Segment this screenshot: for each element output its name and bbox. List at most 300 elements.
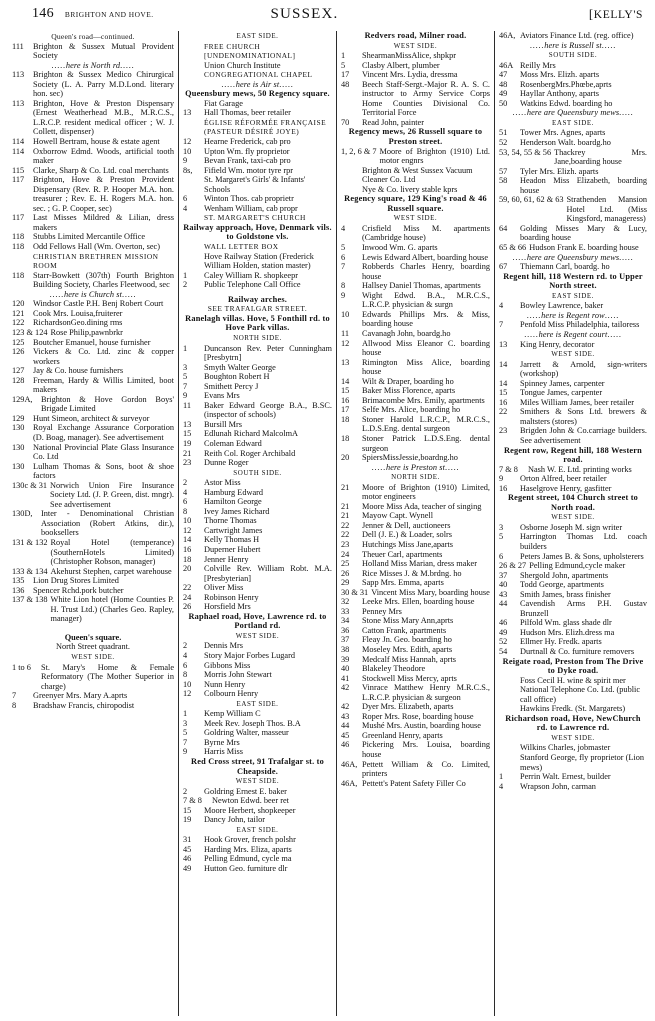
entry-text: Strathenden Mansion Hotel Ltd. (Miss Kingsford, manageress) bbox=[566, 195, 647, 224]
directory-entry bbox=[341, 253, 490, 263]
entry-text: Reith Col. Roger Archibald bbox=[204, 448, 296, 458]
entry-text: Spencer Rchd.pork butcher bbox=[33, 585, 124, 595]
directory-entry bbox=[183, 593, 332, 603]
richardson-entries bbox=[499, 743, 647, 791]
directory-entry bbox=[499, 360, 647, 379]
directory-entry bbox=[341, 588, 490, 598]
directory-entry bbox=[499, 782, 647, 792]
entry-text: Lewis Edward Albert, boarding house bbox=[362, 252, 489, 262]
entry-text: Cavanagh John, boardg.ho bbox=[362, 328, 451, 338]
entry-text: Nash W. E. Ltd. printing works bbox=[528, 464, 632, 474]
entry-text: Tower Mrs. Agnes, aparts bbox=[520, 128, 606, 138]
entry-text: Perrin Walt. Ernest, builder bbox=[520, 772, 611, 782]
entry-text: Brighton & Sussex Mutual Provident Society bbox=[33, 41, 174, 61]
entry-number: 9 bbox=[499, 474, 504, 484]
directory-entry bbox=[183, 507, 332, 517]
directory-entry bbox=[12, 567, 174, 577]
entry-text: Medcalf Miss Hannah, aprts bbox=[362, 654, 457, 664]
entry-number: 121 bbox=[12, 308, 25, 318]
entry-number: 21 bbox=[341, 482, 350, 492]
directory-entry bbox=[12, 691, 174, 701]
entry-text: Brighton & Sussex Medico Chirurgical Society (L. A. Parry M.D.Lond. literary hon. sec) bbox=[33, 70, 174, 99]
directory-entry bbox=[183, 526, 332, 536]
entry-text: Evans Mrs bbox=[204, 391, 240, 401]
entry-text: Vincent Mrs. Lydia, dressma bbox=[362, 70, 458, 80]
entry-number: 14 bbox=[183, 535, 192, 545]
entry-text: Ellmer Hy. Fredk. aparts bbox=[520, 637, 602, 647]
entry-number: 136 bbox=[12, 585, 25, 595]
entry-number: 24 bbox=[341, 549, 350, 559]
running-head-right bbox=[589, 6, 643, 22]
directory-entry bbox=[183, 458, 332, 468]
directory-entry bbox=[341, 147, 490, 166]
entry-number: 9 bbox=[183, 391, 188, 401]
directory-entry bbox=[12, 701, 174, 711]
entry-number: 114 bbox=[12, 146, 25, 156]
entry-text: Rimington Miss Alice, boarding house bbox=[362, 357, 490, 377]
entry-text: Colbourn Henry bbox=[204, 689, 259, 699]
directory-entry bbox=[183, 271, 332, 281]
entry-text: Theuer Carl, apartments bbox=[362, 549, 443, 559]
entry-number: 19 bbox=[183, 815, 192, 825]
directory-entry bbox=[499, 148, 647, 167]
directory-entry bbox=[341, 310, 490, 329]
entry-text: Pelling Edmund, cycle ma bbox=[204, 854, 292, 864]
institution-entry: ÉGLISE RÉFORMÉE FRANÇAISE (PASTEUR DÉSIRÉ JOYE) bbox=[204, 117, 327, 137]
regent-street-title: Regent street, 104 Church street to North road. bbox=[507, 493, 639, 512]
directory-entry bbox=[183, 845, 332, 855]
entry-number: 130D, bbox=[12, 509, 33, 519]
directory-entry bbox=[341, 731, 490, 741]
directory-entry bbox=[499, 474, 647, 484]
entry-number: 130 bbox=[12, 461, 25, 471]
directory-entry bbox=[341, 358, 490, 377]
entry-text: Newton Edwd. beer ret bbox=[212, 796, 289, 806]
directory-entry bbox=[341, 118, 490, 128]
entry-number: 130c & 31 bbox=[12, 480, 48, 490]
entry-number: 8 bbox=[183, 670, 188, 680]
entry-text: Hutton Geo. furniture dlr bbox=[204, 864, 288, 874]
entry-text: Pickering Mrs. Louisa, boarding house bbox=[362, 740, 490, 760]
institution-entry: Union Church Institute bbox=[204, 60, 281, 70]
entry-number: 7 bbox=[183, 737, 188, 747]
directory-entry bbox=[183, 449, 332, 459]
entry-text: Dell (J. E.) & Loader, solrs bbox=[362, 530, 452, 540]
entry-text: Cavendish Arms P.H. Gustav Brunzell bbox=[520, 599, 647, 618]
directory-entry: Hawkins Fredk. (St. Margarets) bbox=[520, 704, 626, 714]
entry-text: Wrapson John, carman bbox=[520, 781, 596, 791]
directory-entry bbox=[12, 338, 174, 348]
entry-number: 64 bbox=[499, 223, 508, 233]
redvers-road-title: Redvers road, Milner road. bbox=[364, 31, 467, 40]
directory-entry bbox=[12, 423, 174, 442]
entry-text: Hall Thomas, beer retailer bbox=[204, 108, 291, 118]
entry-number: 2 bbox=[183, 786, 188, 796]
entry-text: Baker Edward George B.A., B.SC. (inspector of schools) bbox=[204, 400, 332, 420]
directory-entry bbox=[183, 488, 332, 498]
directory-entry bbox=[499, 388, 647, 398]
entry-text: Bowley Lawrence, baker bbox=[520, 301, 604, 311]
institution-entry: ST. MARGARET'S CHURCH bbox=[204, 213, 306, 223]
directory-entry bbox=[183, 719, 332, 729]
directory-entry bbox=[183, 204, 332, 214]
entry-number: 17 bbox=[341, 70, 350, 80]
directory-entry bbox=[183, 806, 332, 816]
entry-number: 67 bbox=[499, 262, 508, 272]
entry-text: Moore of Brighton (1910) Ltd. motor engnrs bbox=[379, 146, 490, 166]
entry-number: 129 bbox=[12, 413, 25, 423]
directory-entry bbox=[341, 664, 490, 674]
entry-number: 8 bbox=[341, 281, 346, 291]
entry-text: Stoner Patrick L.D.S.Eng. dental surgeon bbox=[362, 433, 490, 453]
directory-entry bbox=[341, 291, 490, 310]
directory-entry bbox=[183, 641, 332, 651]
entry-number: 48 bbox=[341, 79, 350, 89]
west-side-label-regent-hill: WEST SIDE. bbox=[551, 350, 595, 359]
entry-text: Duperner Hubert bbox=[204, 544, 261, 554]
entry-number: 2 bbox=[183, 280, 188, 290]
directory-entry bbox=[499, 61, 647, 71]
entry-number: 1 bbox=[499, 772, 504, 782]
directory-entry bbox=[183, 401, 332, 420]
entry-text: Rose Philip,pawnbrkr bbox=[50, 327, 123, 337]
directory-entry bbox=[341, 80, 490, 118]
entry-number: 19 bbox=[183, 438, 192, 448]
entry-text: Winton Thos. cab proprietr bbox=[204, 194, 294, 204]
directory-entry bbox=[183, 835, 332, 845]
directory-entry: Brighton & West Sussex Vacuum Cleaner Co. Ltd bbox=[362, 165, 473, 185]
entry-number: 23 bbox=[499, 426, 508, 436]
directory-entry bbox=[499, 128, 647, 138]
entry-number: 127 bbox=[12, 366, 25, 376]
entry-text: Story Major Forbes Lugard bbox=[204, 651, 296, 660]
entry-number: 6 bbox=[341, 252, 346, 262]
column-4 bbox=[494, 31, 647, 1016]
entry-number: 123 & 124 bbox=[12, 327, 48, 337]
red-cross-title: Red Cross street, 91 Trafalgar st. to Cheapside. bbox=[191, 757, 324, 776]
entry-number: 54 bbox=[499, 647, 508, 656]
directory-entry bbox=[341, 530, 490, 540]
directory-entry bbox=[183, 564, 332, 583]
column-container bbox=[10, 31, 647, 1016]
entry-number: 30 & 31 bbox=[341, 587, 369, 597]
directory-entry bbox=[12, 99, 174, 137]
entry-text: Watkins Edwd. boarding ho bbox=[520, 98, 613, 108]
entry-text: Thiemann Carl, boardg. ho bbox=[520, 262, 610, 272]
entry-text: Odd Fellows Hall (Wm. Overton, sec) bbox=[33, 242, 160, 252]
west-side-label-regency: WEST SIDE. bbox=[393, 214, 438, 223]
entry-text: Upton Wm. fly proprietor bbox=[204, 146, 290, 156]
entry-text: Harding Mrs. Eliza, aparts bbox=[204, 844, 292, 854]
directory-entry bbox=[499, 243, 647, 253]
entry-text: Orton Alfred, beer retailer bbox=[520, 474, 607, 484]
entry-text: Clarke, Sharp & Co. Ltd. coal merchants bbox=[33, 165, 169, 175]
entry-text: Selfe Mrs. Alice, boarding ho bbox=[362, 405, 461, 415]
regency-west-entries bbox=[341, 224, 490, 472]
railway-arches-see: SEE TRAFALGAR STREET. bbox=[207, 304, 308, 314]
entry-number: 7 bbox=[499, 320, 504, 330]
entry-number: 57 bbox=[499, 166, 508, 176]
entry-text: Duncanson Rev. Peter Cunningham [Presbytrn] bbox=[204, 343, 332, 363]
entry-number: 8 bbox=[12, 700, 17, 710]
institution-entry: Hove Railway Station (Frederick William Holden, station master) bbox=[204, 251, 314, 271]
entry-text: Blakeley Theodore bbox=[362, 664, 426, 674]
entry-number: 13 bbox=[499, 339, 508, 349]
entry-number: 6 bbox=[499, 551, 504, 561]
entry-number: 117 bbox=[12, 175, 25, 185]
directory-entry bbox=[341, 51, 490, 61]
directory-entry bbox=[499, 340, 647, 350]
directory-entry bbox=[499, 599, 647, 618]
entry-number: 4 bbox=[341, 223, 346, 233]
entry-text: Gibbons Miss bbox=[204, 660, 251, 670]
entry-text: Todd George, apartments bbox=[520, 580, 604, 590]
here-is-note: .....here is Preston st..... bbox=[371, 462, 460, 472]
entry-text: Inter - Denominational Christian Association (Robert Atkins, dir.), booksellers bbox=[41, 509, 174, 538]
entry-text: Leeke Mrs. Ellen, boarding house bbox=[362, 597, 475, 607]
here-is-note: .....here is Air st..... bbox=[221, 79, 294, 89]
entry-text: Peters James B. & Sons, upholsterers bbox=[520, 551, 644, 561]
regent-row-title: Regent row, Regent hill, 188 Western road. bbox=[503, 445, 643, 465]
entry-text: Pettett William & Co. Limited, printers bbox=[362, 759, 490, 779]
entry-text: Jenner Henry bbox=[204, 554, 249, 564]
directory-entry bbox=[341, 597, 490, 607]
entry-text: Allwood Miss Eleanor C. boarding house bbox=[362, 338, 490, 358]
directory-entry: Nye & Co. livery stable kprs bbox=[362, 184, 458, 194]
entry-number: 20 bbox=[341, 453, 350, 463]
entry-number: 1 to 6 bbox=[12, 662, 31, 672]
entry-number: 12 bbox=[183, 137, 192, 147]
entry-text: Hallsey Daniel Thomas, apartments bbox=[362, 281, 481, 291]
queensbury-entries bbox=[183, 99, 332, 223]
entry-text: Bursill Mrs bbox=[204, 419, 243, 429]
entry-number: 12 bbox=[341, 338, 350, 348]
directory-entry bbox=[12, 509, 174, 538]
entry-text: RosenbergMrs.Phœbe,aprts bbox=[520, 79, 612, 89]
directory-entry bbox=[183, 738, 332, 748]
directory-entry bbox=[183, 108, 332, 118]
directory-entry bbox=[341, 655, 490, 665]
entry-text: Moore of Brighton (1910) Limited, motor engineers bbox=[362, 482, 490, 502]
directory-entry bbox=[12, 538, 174, 567]
entry-number: 26 bbox=[341, 568, 350, 578]
entry-number: 1 bbox=[341, 51, 346, 61]
entry-number: 23 bbox=[341, 539, 350, 549]
publisher-name: KELLY'S bbox=[593, 9, 643, 21]
directory-entry bbox=[183, 689, 332, 699]
directory-entry bbox=[341, 645, 490, 655]
entry-number: 14 bbox=[499, 359, 508, 369]
entry-text: Mushé Mrs. Austin, boarding house bbox=[362, 721, 481, 731]
directory-entry bbox=[341, 483, 490, 502]
entry-text: Dennis Mrs bbox=[204, 641, 243, 651]
directory-entry bbox=[183, 545, 332, 555]
entry-number: 5 bbox=[183, 372, 188, 382]
directory-entry bbox=[499, 224, 647, 243]
entry-text: Goldring Walter, masseur bbox=[204, 728, 289, 738]
entry-number: 16 bbox=[499, 483, 508, 493]
entry-number: 15 bbox=[183, 805, 192, 815]
entry-text: Smithett Percy J bbox=[204, 381, 259, 391]
directory-entry bbox=[499, 407, 647, 426]
queens-square-title: Queen's square. bbox=[64, 632, 122, 642]
regency-mews-title: Regency mews, 26 Russell square to Preston street. bbox=[348, 127, 483, 147]
entry-number: 22 bbox=[183, 583, 192, 593]
directory-entry bbox=[183, 497, 332, 507]
entry-number: 10 bbox=[183, 679, 192, 689]
entry-text: Crisfield Miss M. apartments (Cambridge house) bbox=[362, 223, 490, 243]
entry-number: 14 bbox=[341, 376, 350, 386]
entry-number: 120 bbox=[12, 299, 25, 309]
entry-text: Brimacombe Mrs. Emily, apartments bbox=[362, 395, 485, 405]
entry-number: 21 bbox=[183, 448, 192, 458]
east-side-label-raphael: EAST SIDE. bbox=[236, 699, 279, 708]
entry-number: 26 bbox=[183, 602, 192, 612]
here-is-note: .....here is Church st..... bbox=[49, 289, 137, 299]
directory-entry bbox=[12, 232, 174, 242]
entry-number: 16 bbox=[499, 397, 508, 407]
entry-number: 7 & 8 bbox=[499, 464, 518, 474]
entry-number: 40 bbox=[499, 580, 508, 590]
entry-text: Moore Herbert, shopkeeper bbox=[204, 805, 296, 815]
directory-entry bbox=[12, 414, 174, 424]
directory-entry bbox=[341, 635, 490, 645]
directory-entry bbox=[341, 702, 490, 712]
directory-entry bbox=[183, 194, 332, 204]
entry-text: Harris Miss bbox=[204, 747, 243, 757]
entry-text: Vinrace Matthew Henry M.R.C.S., L.R.C.P. physician & surgeon bbox=[362, 683, 490, 702]
entry-number: 42 bbox=[341, 702, 350, 712]
entry-text: Durtnall & Co. furniture removers bbox=[520, 647, 635, 656]
entry-number: 46A, bbox=[341, 778, 358, 788]
directory-entry bbox=[183, 147, 332, 157]
entry-text: Smithers & Sons Ltd. brewers & maltsters (stores) bbox=[520, 407, 647, 426]
entry-number: 133 & 134 bbox=[12, 566, 48, 576]
column-3 bbox=[336, 31, 494, 1016]
entry-text: Jarrett & Arnold, sign-writers (workshop) bbox=[520, 359, 647, 379]
redcross-east-entries bbox=[183, 835, 332, 873]
directory-entry bbox=[12, 347, 174, 366]
entry-number: 4 bbox=[183, 487, 188, 497]
entry-number: 122 bbox=[12, 318, 25, 328]
institution-entry: CONGREGATIONAL CHAPEL bbox=[204, 70, 313, 80]
entry-text: National Provincial Plate Glass Insurance Co. Ltd bbox=[33, 442, 174, 462]
entry-number: 12 bbox=[183, 689, 192, 699]
entry-number: 22 bbox=[499, 407, 508, 417]
directory-entry bbox=[183, 728, 332, 738]
running-head-left: BRIGHTON AND HOVE. bbox=[64, 10, 154, 19]
directory-entry bbox=[499, 561, 647, 571]
east-side-label: EAST SIDE. bbox=[236, 32, 279, 40]
entry-number: 25 bbox=[341, 559, 350, 569]
entry-number: 65 & 66 bbox=[499, 243, 527, 253]
directory-entry bbox=[341, 712, 490, 722]
entry-text: Greenyer Mrs. Mary A.aprts bbox=[33, 691, 128, 701]
entry-number: 22 bbox=[341, 520, 350, 530]
entry-number: 15 bbox=[499, 388, 508, 398]
entry-text: Boughton Robert H bbox=[204, 372, 270, 382]
raphael-east-entries bbox=[183, 709, 332, 757]
directory-entry bbox=[341, 683, 490, 702]
directory-entry bbox=[499, 195, 647, 224]
entry-text: Moss Mrs. Elizh. aparts bbox=[520, 70, 600, 80]
entry-number: 16 bbox=[341, 395, 350, 405]
entry-number: 46A, bbox=[499, 31, 516, 40]
entry-text: Read John, painter bbox=[362, 117, 424, 127]
entry-text: Hudson Mrs. Elizh.dress ma bbox=[520, 627, 615, 637]
entry-text: Sapp Mrs. Emma, aparts bbox=[362, 578, 444, 588]
directory-entry bbox=[183, 815, 332, 825]
entry-number: 46 bbox=[341, 740, 350, 750]
directory-entry bbox=[341, 511, 490, 521]
entry-text: Horsfield Mrs bbox=[204, 602, 251, 612]
regency-mews-entries bbox=[341, 147, 490, 195]
entry-number: 43 bbox=[341, 711, 350, 721]
directory-entry bbox=[341, 405, 490, 415]
entry-text: Dunne Roger bbox=[204, 458, 249, 468]
entry-text: Astor Miss bbox=[204, 478, 241, 488]
redvers-west-entries bbox=[341, 51, 490, 127]
entry-number: 13 bbox=[183, 419, 192, 429]
regent-street-entries bbox=[499, 523, 647, 657]
richardson-road-title: Richardson road, Hove, NewChurch rd. to Lawrence rd. bbox=[505, 713, 641, 733]
directory-entry bbox=[183, 363, 332, 373]
directory-entry bbox=[341, 453, 490, 463]
directory-entry bbox=[183, 166, 332, 176]
reigate-road-title: Reigate road, Preston from The Drive to Dyke road. bbox=[502, 656, 644, 676]
entry-text: Starr-Bowkett (307th) Fourth Brighton Building Society, Charles Fleetwood, sec bbox=[33, 270, 174, 290]
directory-entry bbox=[499, 99, 647, 109]
running-head-center: SUSSEX. bbox=[270, 6, 339, 22]
directory-entry bbox=[341, 224, 490, 243]
entry-text: Bradshaw Francis, chiropodist bbox=[33, 700, 135, 710]
entry-text: Mayow Capt. Wynell bbox=[362, 511, 434, 521]
entry-number: 38 bbox=[341, 645, 350, 654]
directory-entry bbox=[341, 281, 490, 291]
directory-entry bbox=[499, 465, 647, 475]
entry-number: 52 bbox=[499, 637, 508, 647]
institution-entry: FREE CHURCH [UNDENOMINATIONAL] bbox=[204, 41, 296, 61]
entry-text: Public Telephone Call Office bbox=[204, 280, 301, 290]
entry-text: Kemp William C bbox=[204, 709, 261, 719]
entry-number: 44 bbox=[499, 599, 508, 609]
entry-number: 3 bbox=[499, 522, 504, 532]
entry-number: 1, 2, 6 & 7 bbox=[341, 146, 377, 156]
directory-entry: Wilkins Charles, jobmaster bbox=[520, 743, 611, 753]
directory-entry bbox=[499, 552, 647, 562]
entry-text: Freeman, Hardy & Willis Limited, boot makers bbox=[33, 375, 174, 395]
directory-entry bbox=[183, 280, 332, 290]
directory-entry bbox=[341, 540, 490, 550]
entry-text: Pilfold Wm. glass shade dlr bbox=[520, 618, 612, 628]
entry-number: 47 bbox=[499, 70, 508, 80]
entry-text: Smyth Walter George bbox=[204, 362, 276, 372]
entry-number: 10 bbox=[183, 516, 192, 526]
entry-number: 5 bbox=[183, 728, 188, 738]
entry-text: Baker Miss Florence, aparts bbox=[362, 386, 456, 396]
entry-text: Vickers & Co. Ltd. zinc & copper workers bbox=[33, 347, 174, 366]
entry-text: Akehurst Stephen, carpet warehouse bbox=[50, 566, 172, 576]
directory-entry bbox=[341, 396, 490, 406]
entry-number: 45 bbox=[183, 844, 192, 854]
entry-text: Moore Miss Ada, teacher of singing bbox=[362, 501, 482, 511]
west-side-label-raphael: WEST SIDE. bbox=[235, 631, 280, 640]
entry-text: Moseley Mrs. Edith, aparts bbox=[362, 645, 453, 654]
entry-text: Golding Misses Mary & Lucy, boarding house bbox=[520, 223, 647, 243]
entry-text: Hamilton George bbox=[204, 497, 262, 507]
col4-top-entries bbox=[499, 31, 647, 50]
entry-number: 7 & 8 bbox=[183, 796, 202, 806]
